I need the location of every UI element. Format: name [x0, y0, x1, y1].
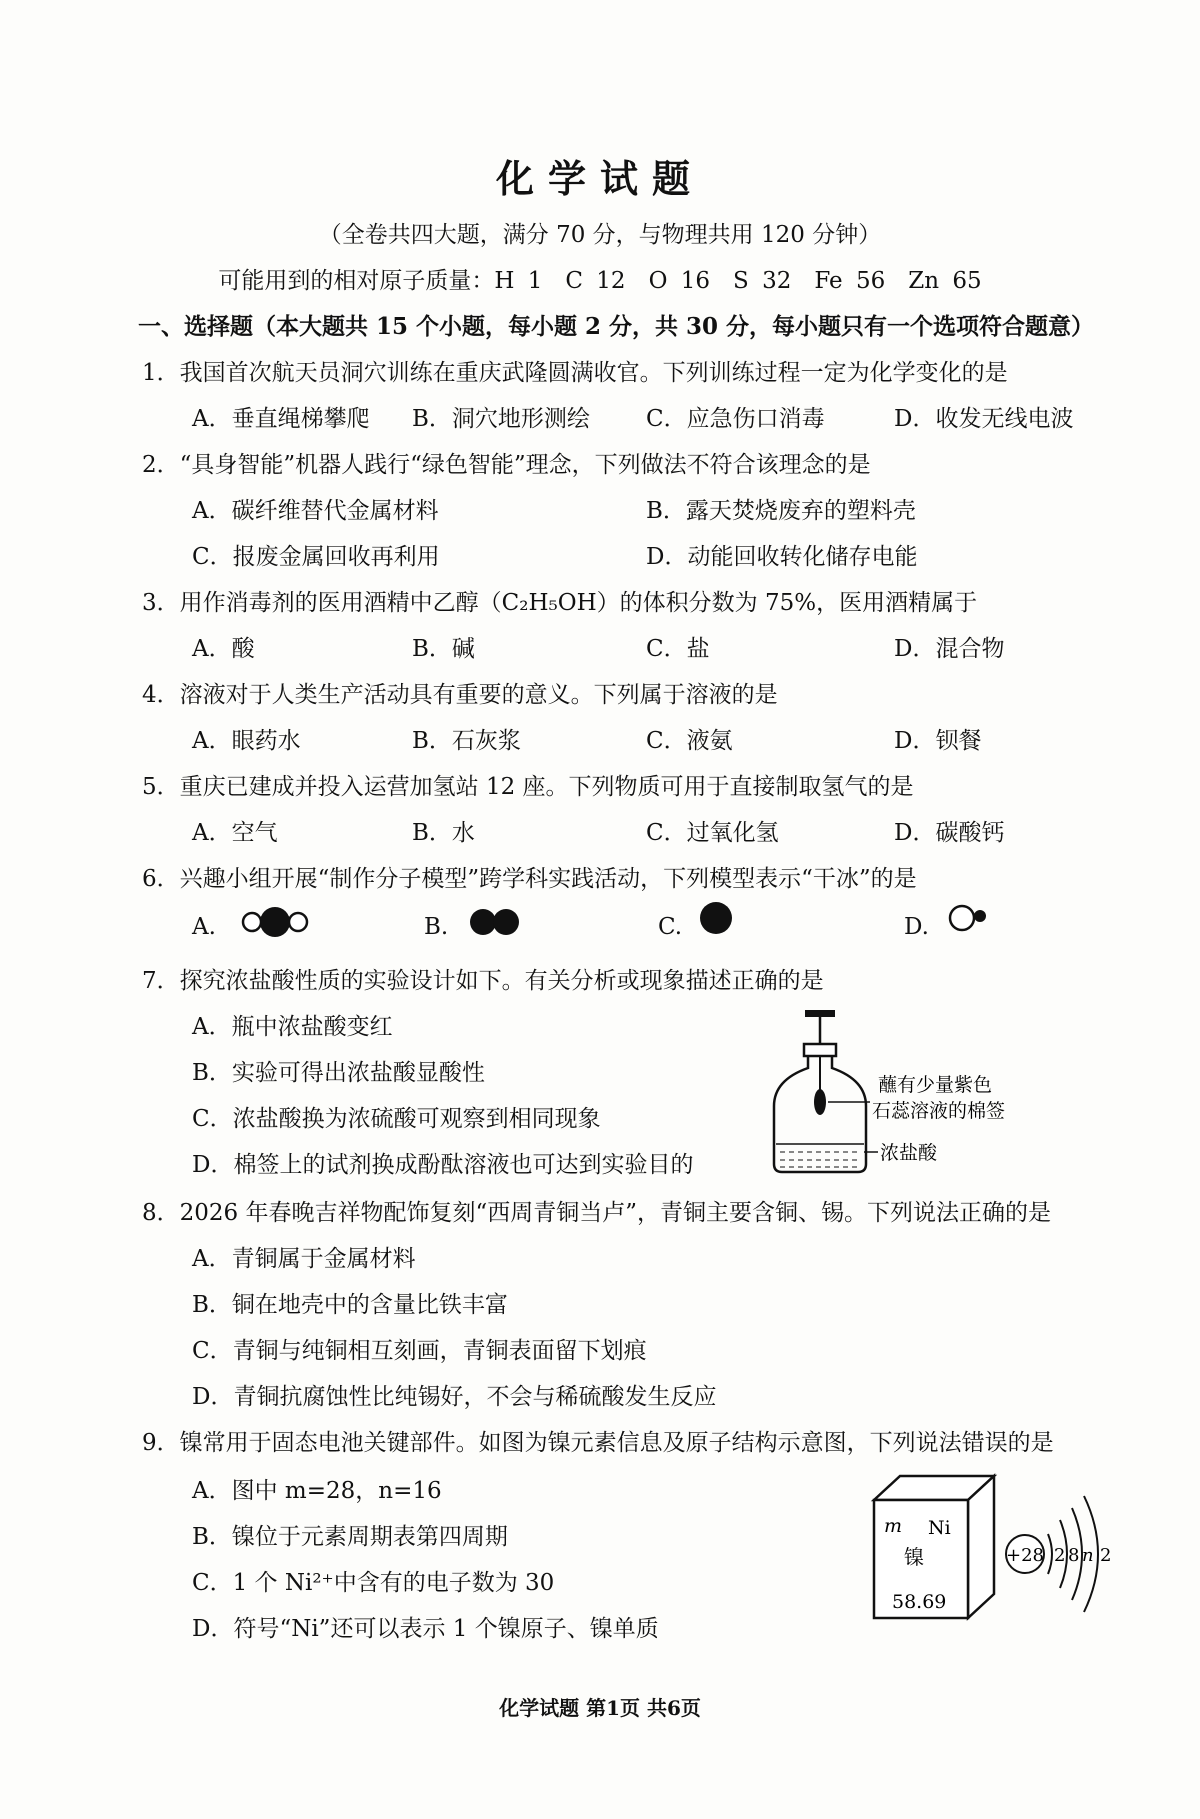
option: B．石灰浆 [412, 728, 521, 754]
section-heading: 一、选择题（本大题共 15 个小题，每小题 2 分，共 30 分，每小题只有一个选项符合题意） [138, 313, 1095, 340]
option: D．动能回收转化储存电能 [646, 544, 918, 570]
option: D．符号“Ni”还可以表示 1 个镍原子、镍单质 [192, 1616, 659, 1642]
question-stem: 9．镍常用于固态电池关键部件。如图为镍元素信息及原子结构示意图，下列说法错误的是 [142, 1430, 1054, 1456]
molecule-model-c [696, 896, 736, 940]
option: B．镍位于元素周期表第四周期 [192, 1524, 508, 1550]
option: B．碱 [412, 636, 475, 662]
molecule-model-a [236, 902, 316, 942]
option: C．1 个 Ni²⁺中含有的电子数为 30 [192, 1570, 555, 1596]
option: C．液氨 [646, 728, 733, 754]
page-title: 化学试题 [495, 156, 704, 201]
molecule-model-b [466, 902, 526, 942]
option: B．洞穴地形测绘 [412, 406, 590, 432]
nucleus-charge: +28 [1006, 1545, 1044, 1566]
question-stem: 5．重庆已建成并投入运营加氢站 12 座。下列物质可用于直接制取氢气的是 [142, 774, 914, 800]
nickel-element-diagram [860, 1470, 1130, 1630]
option: A. [192, 914, 216, 940]
option: B．铜在地壳中的含量比铁丰富 [192, 1292, 508, 1318]
molecule-model-d [944, 898, 994, 938]
option: C．盐 [646, 636, 710, 662]
element-m-label: m [884, 1515, 903, 1537]
shell-electron-count: 8 [1068, 1545, 1080, 1566]
question-stem: 4．溶液对于人类生产活动具有重要的意义。下列属于溶液的是 [142, 682, 778, 708]
question-stem: 6．兴趣小组开展“制作分子模型”跨学科实践活动，下列模型表示“干冰”的是 [142, 866, 917, 892]
option: D．碳酸钙 [894, 820, 1005, 846]
option: D．钡餐 [894, 728, 982, 754]
option: B．实验可得出浓盐酸显酸性 [192, 1060, 485, 1086]
option: A．空气 [192, 820, 278, 846]
option: B. [424, 914, 449, 940]
exam-subtitle: （全卷共四大题，满分 70 分，与物理共用 120 分钟） [318, 222, 882, 248]
shell-electron-count: n [1082, 1545, 1094, 1566]
element-mass: 58.69 [892, 1591, 947, 1613]
option: A．垂直绳梯攀爬 [192, 406, 370, 432]
option: A．瓶中浓盐酸变红 [192, 1014, 393, 1040]
acid-label: 浓盐酸 [880, 1142, 938, 1164]
option: D．棉签上的试剂换成酚酞溶液也可达到实验目的 [192, 1152, 694, 1178]
option: C．过氧化氢 [646, 820, 779, 846]
hcl-experiment-diagram [760, 1006, 1010, 1176]
option: C．青铜与纯铜相互刻画，青铜表面留下划痕 [192, 1338, 647, 1364]
option: A．青铜属于金属材料 [192, 1246, 416, 1272]
question-stem: 8．2026 年春晚吉祥物配饰复刻“西周青铜当卢”，青铜主要含铜、锡。下列说法正确的是 [142, 1200, 1051, 1226]
option: B．水 [412, 820, 475, 846]
question-stem: 1．我国首次航天员洞穴训练在重庆武隆圆满收官。下列训练过程一定为化学变化的是 [142, 360, 1008, 386]
page-footer: 化学试题 第1页 共6页 [499, 1696, 701, 1720]
shell-electron-count: 2 [1054, 1545, 1066, 1566]
shell-electron-count: 2 [1100, 1545, 1112, 1566]
option: D．收发无线电波 [894, 406, 1074, 432]
option: C．报废金属回收再利用 [192, 544, 440, 570]
option: A．酸 [192, 636, 255, 662]
option: D. [904, 914, 929, 940]
question-stem: 2．“具身智能”机器人践行“绿色智能”理念，下列做法不符合该理念的是 [142, 452, 871, 478]
option: A．眼药水 [192, 728, 301, 754]
swab-label-line1: 蘸有少量紫色 [878, 1074, 993, 1096]
option: B．露天焚烧废弃的塑料壳 [646, 498, 916, 524]
swab-label-line2: 石蕊溶液的棉签 [872, 1100, 1006, 1122]
question-stem: 3．用作消毒剂的医用酒精中乙醇（C₂H₅OH）的体积分数为 75%，医用酒精属于 [142, 590, 978, 616]
option: D．混合物 [894, 636, 1005, 662]
option: C. [658, 914, 683, 940]
option: A．图中 m=28，n=16 [192, 1478, 442, 1504]
option: C．应急伤口消毒 [646, 406, 825, 432]
atomic-masses-line: 可能用到的相对原子质量：H 1 C 12 O 16 S 32 Fe 56 Zn 65 [218, 268, 982, 294]
element-symbol: Ni [928, 1517, 951, 1539]
option: D．青铜抗腐蚀性比纯锡好，不会与稀硫酸发生反应 [192, 1384, 717, 1410]
option: C．浓盐酸换为浓硫酸可观察到相同现象 [192, 1106, 601, 1132]
element-name: 镍 [904, 1545, 924, 1569]
question-stem: 7．探究浓盐酸性质的实验设计如下。有关分析或现象描述正确的是 [142, 968, 824, 994]
option: A．碳纤维替代金属材料 [192, 498, 439, 524]
